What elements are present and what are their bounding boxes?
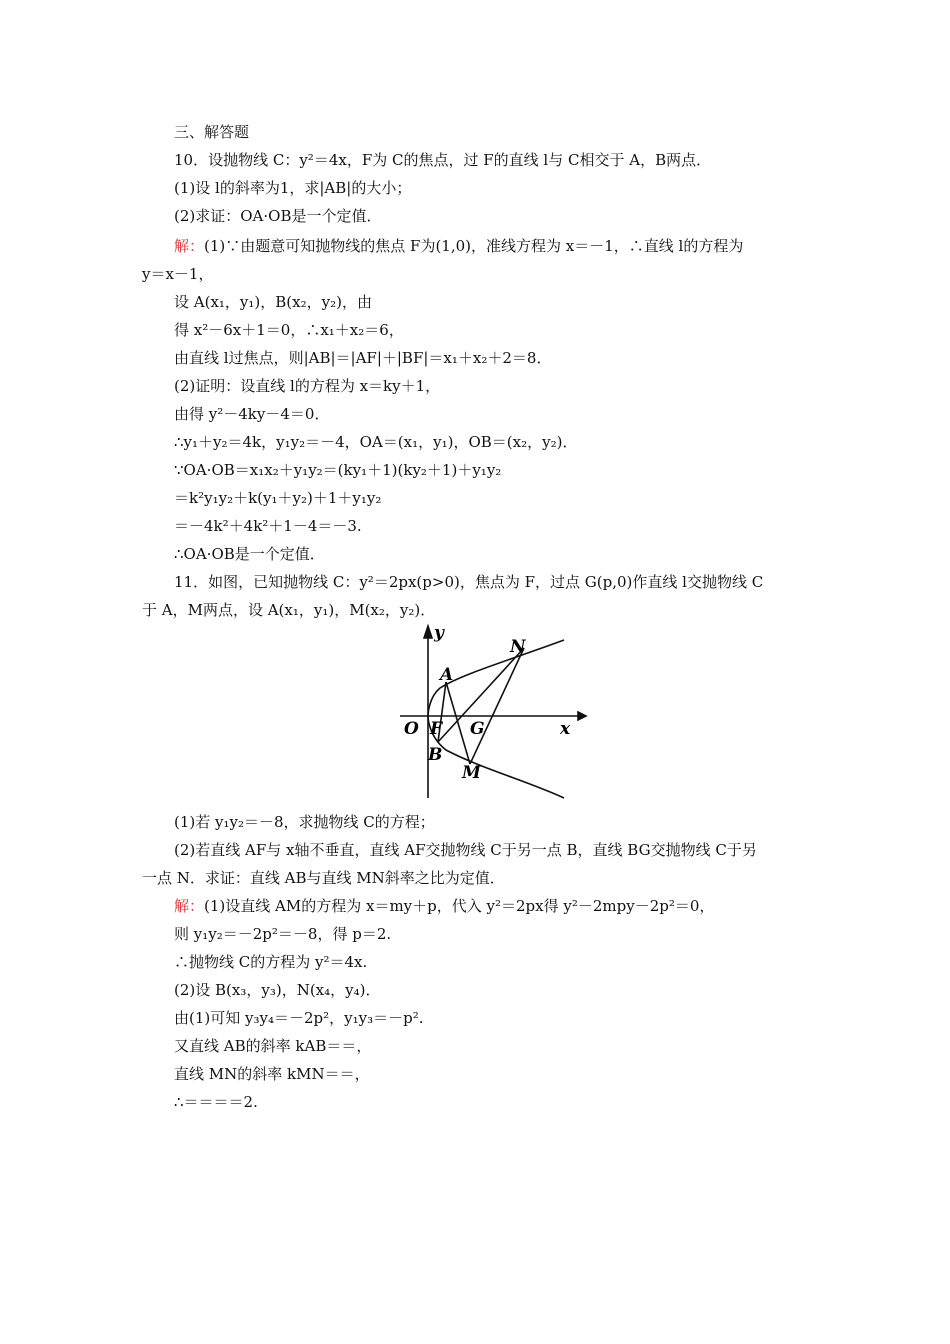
q11-solution-line4: (2)设 B(x₃，y₃)，N(x₄，y₄)． xyxy=(174,981,381,999)
q11-solution-line7: 直线 MN的斜率 kMN＝＝， xyxy=(174,1065,370,1083)
q11-solution-line2: 则 y₁y₂＝－2p²＝－8，得 p＝2. xyxy=(174,925,392,943)
y-axis-arrow xyxy=(424,626,432,638)
label-o: O xyxy=(404,719,419,739)
q10-solution-line10: ＝k²y₁y₂＋k(y₁＋y₂)＋1＋y₁y₂ xyxy=(174,489,382,507)
q11-stem-line1: 11．如图，已知抛物线 C：y²＝2px(p>0)，焦点为 F，过点 G(p,0)作直线 l交抛物线 C xyxy=(174,573,764,591)
q10-solution-line5: 由直线 l过焦点，则|AB|＝|AF|＋|BF|＝x₁＋x₂＋2＝8． xyxy=(174,349,552,367)
label-y: y xyxy=(434,623,444,643)
parabola-curve xyxy=(428,640,564,798)
label-f: F xyxy=(430,719,443,739)
q11-sol-text1: (1)设直线 AM的方程为 x＝my＋p，代入 y²＝2px得 y²－2mpy－2p²＝0， xyxy=(204,897,715,915)
label-n: N xyxy=(510,637,526,657)
solution-label: 解： xyxy=(174,897,205,915)
q10-solution-line1 xyxy=(174,236,743,256)
q10-solution-line8: ∴y₁＋y₂＝4k，y₁y₂＝－4，OA＝(x₁，y₁)，OB＝(x₂，y₂)． xyxy=(174,433,578,451)
q11-solution-line5: 由(1)可知 y₃y₄＝－2p²，y₁y₃＝－p². xyxy=(174,1009,424,1027)
q10-solution-line7: 由得 y²－4ky－4＝0． xyxy=(174,405,330,423)
q10-sol-text1: (1)∵由题意可知抛物线的焦点 F为(1,0)，准线方程为 x＝－1，∴直线 l的方程为 xyxy=(204,237,744,255)
parabola-figure xyxy=(400,620,590,810)
q11-part2-line2: 一点 N．求证：直线 AB与直线 MN斜率之比为定值． xyxy=(142,869,505,887)
q10-part2: (2)求证：OA·OB是一个定值． xyxy=(174,207,382,225)
q10-solution-line12: ∴OA·OB是一个定值． xyxy=(174,545,325,563)
q11-solution-line6: 又直线 AB的斜率 kAB＝＝， xyxy=(174,1037,372,1055)
q10-solution-line6: (2)证明：设直线 l的方程为 x＝ky＋1， xyxy=(174,377,441,395)
q10-solution-line2: y＝x－1， xyxy=(142,265,214,283)
x-axis-arrow xyxy=(578,712,586,720)
q11-stem-line2: 于 A，M两点，设 A(x₁，y₁)，M(x₂，y₂)． xyxy=(142,601,436,619)
section-heading: 三、解答题 xyxy=(174,123,250,141)
label-x: x xyxy=(560,719,571,739)
q10-part1: (1)设 l的斜率为1，求|AB|的大小； xyxy=(174,179,412,197)
label-g: G xyxy=(470,719,485,739)
solution-label: 解： xyxy=(174,237,205,255)
q11-part1: (1)若 y₁y₂＝－8，求抛物线 C的方程； xyxy=(174,813,435,831)
q10-stem: 10．设抛物线 C：y²＝4x，F为 C的焦点，过 F的直线 l与 C相交于 A，B两点． xyxy=(174,151,712,169)
q11-solution-line1 xyxy=(174,896,714,916)
q10-solution-line11: ＝－4k²＋4k²＋1－4＝－3. xyxy=(174,517,362,535)
line-n-m xyxy=(470,648,524,764)
q10-solution-line3: 设 A(x₁，y₁)，B(x₂，y₂)，由 xyxy=(174,293,372,311)
q11-solution-line8: ∴＝＝＝＝2. xyxy=(174,1093,258,1111)
q10-solution-line9: ∵OA·OB＝x₁x₂＋y₁y₂＝(ky₁＋1)(ky₂＋1)＋y₁y₂ xyxy=(174,461,502,479)
q10-solution-line4: 得 x²－6x＋1＝0，∴x₁＋x₂＝6， xyxy=(174,321,404,339)
q11-part2-line1: (2)若直线 AF与 x轴不垂直，直线 AF交抛物线 C于另一点 B，直线 BG交抛物线 C于另 xyxy=(174,841,757,859)
label-m: M xyxy=(462,763,481,783)
label-a: A xyxy=(440,665,454,685)
label-b: B xyxy=(428,745,443,765)
q11-solution-line3: ∴抛物线 C的方程为 y²＝4x. xyxy=(174,953,368,971)
